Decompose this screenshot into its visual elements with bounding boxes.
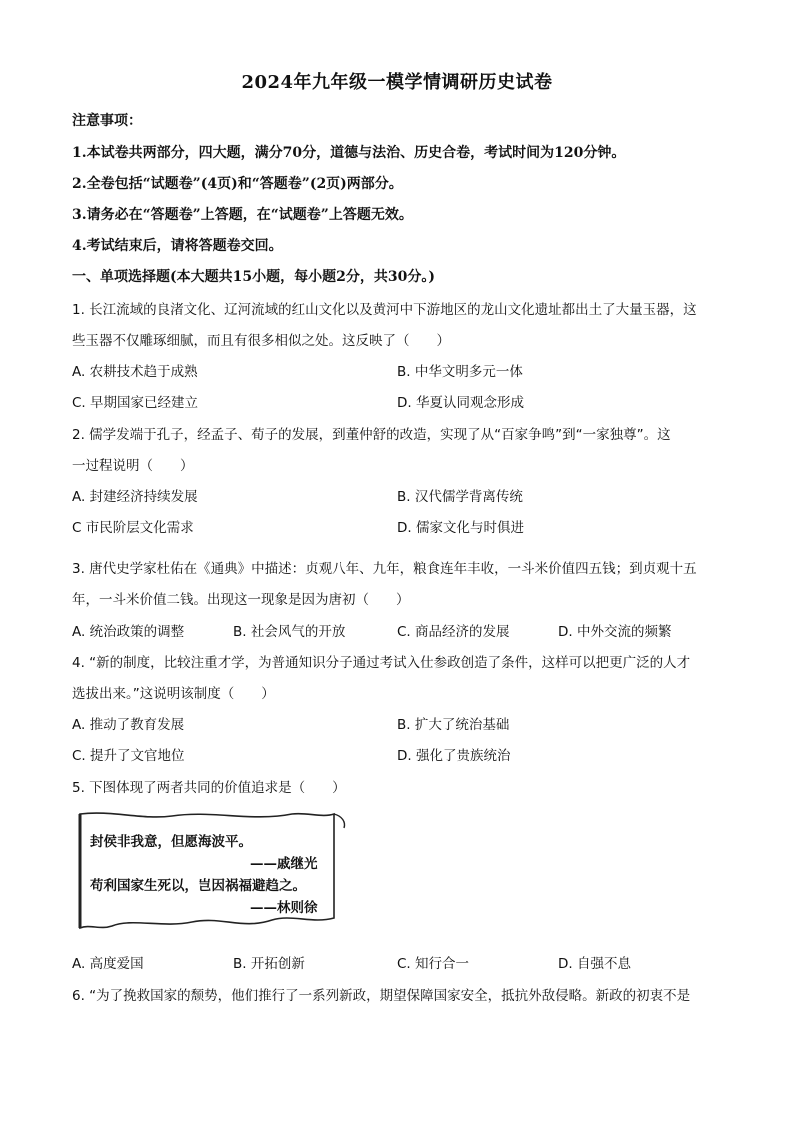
question-5-option-d: D. 自强不息 bbox=[558, 956, 631, 972]
question-3-option-c: C. 商品经济的发展 bbox=[397, 624, 510, 640]
question-5-option-c: C. 知行合一 bbox=[397, 956, 470, 972]
question-2-line-1: 2. 儒学发端于孔子，经孟子、荀子的发展，到董仲舒的改造，实现了从“百家争鸣”到“一家独尊”。这 bbox=[72, 427, 671, 443]
scroll-quote-1: 封侯非我意，但愿海波平。 bbox=[90, 834, 252, 850]
question-1-option-c: C. 早期国家已经建立 bbox=[72, 395, 199, 411]
question-3-line-1: 3. 唐代史学家杜佑在《通典》中描述：贞观八年、九年，粮食连年丰收，一斗米价值四五钱；到贞观十五 bbox=[72, 561, 697, 577]
scroll-author-2: ——林则徐 bbox=[250, 900, 318, 916]
section-heading: 一、单项选择题(本大题共15小题，每小题2分，共30分。) bbox=[72, 269, 435, 285]
question-1-option-d: D. 华夏认同观念形成 bbox=[397, 395, 524, 411]
question-4-option-c: C. 提升了文官地位 bbox=[72, 748, 185, 764]
question-1-line-2: 些玉器不仅雕琢细腻，而且有很多相似之处。这反映了（ ） bbox=[72, 333, 450, 349]
question-6-line-1: 6. “为了挽救国家的颓势，他们推行了一系列新政，期望保障国家安全，抵抗外敌侵略。新政的初衷不是 bbox=[72, 988, 691, 1004]
question-1-option-b: B. 中华文明多元一体 bbox=[397, 364, 523, 380]
question-3-option-d: D. 中外交流的频繁 bbox=[558, 624, 672, 640]
question-2-option-b: B. 汉代儒学背离传统 bbox=[397, 489, 523, 505]
question-4-line-2: 选拔出来。”这说明该制度（ ） bbox=[72, 686, 275, 702]
question-2-line-2: 一过程说明（ ） bbox=[72, 458, 194, 474]
question-3-option-b: B. 社会风气的开放 bbox=[233, 624, 346, 640]
page-title: 2024年九年级一模学情调研历史试卷 bbox=[241, 72, 553, 93]
scroll-quote-2: 苟利国家生死以，岂因祸福避趋之。 bbox=[90, 878, 306, 894]
question-5-line-1: 5. 下图体现了两者共同的价值追求是（ ） bbox=[72, 780, 346, 796]
scroll-figure bbox=[72, 806, 352, 936]
question-2-option-d: D. 儒家文化与时俱进 bbox=[397, 520, 524, 536]
notice-item-4: 4.考试结束后，请将答题卷交回。 bbox=[72, 238, 283, 254]
question-2-option-a: A. 封建经济持续发展 bbox=[72, 489, 198, 505]
question-3-option-a: A. 统治政策的调整 bbox=[72, 624, 185, 640]
question-5-option-a: A. 高度爱国 bbox=[72, 956, 144, 972]
question-1-option-a: A. 农耕技术趋于成熟 bbox=[72, 364, 198, 380]
question-2-option-c: C 市民阶层文化需求 bbox=[72, 520, 194, 536]
question-4-line-1: 4. “新的制度，比较注重才学，为普通知识分子通过考试入仕参政创造了条件，这样可以把更广泛的人才 bbox=[72, 655, 691, 671]
question-4-option-d: D. 强化了贵族统治 bbox=[397, 748, 511, 764]
question-5-option-b: B. 开拓创新 bbox=[233, 956, 305, 972]
question-3-line-2: 年，一斗米价值二钱。出现这一现象是因为唐初（ ） bbox=[72, 592, 410, 608]
notice-item-2: 2.全卷包括“试题卷”(4页)和“答题卷”(2页)两部分。 bbox=[72, 176, 403, 192]
notice-item-1: 1.本试卷共两部分，四大题，满分70分，道德与法治、历史合卷，考试时间为120分钟。 bbox=[72, 145, 626, 161]
scroll-author-1: ——戚继光 bbox=[250, 856, 318, 872]
notice-heading: 注意事项： bbox=[72, 113, 142, 129]
question-4-option-b: B. 扩大了统治基础 bbox=[397, 717, 510, 733]
question-4-option-a: A. 推动了教育发展 bbox=[72, 717, 185, 733]
notice-item-3: 3.请务必在“答题卷”上答题，在“试题卷”上答题无效。 bbox=[72, 207, 413, 223]
question-1-line-1: 1. 长江流域的良渚文化、辽河流域的红山文化以及黄河中下游地区的龙山文化遗址都出土了大量玉器，这 bbox=[72, 302, 697, 318]
